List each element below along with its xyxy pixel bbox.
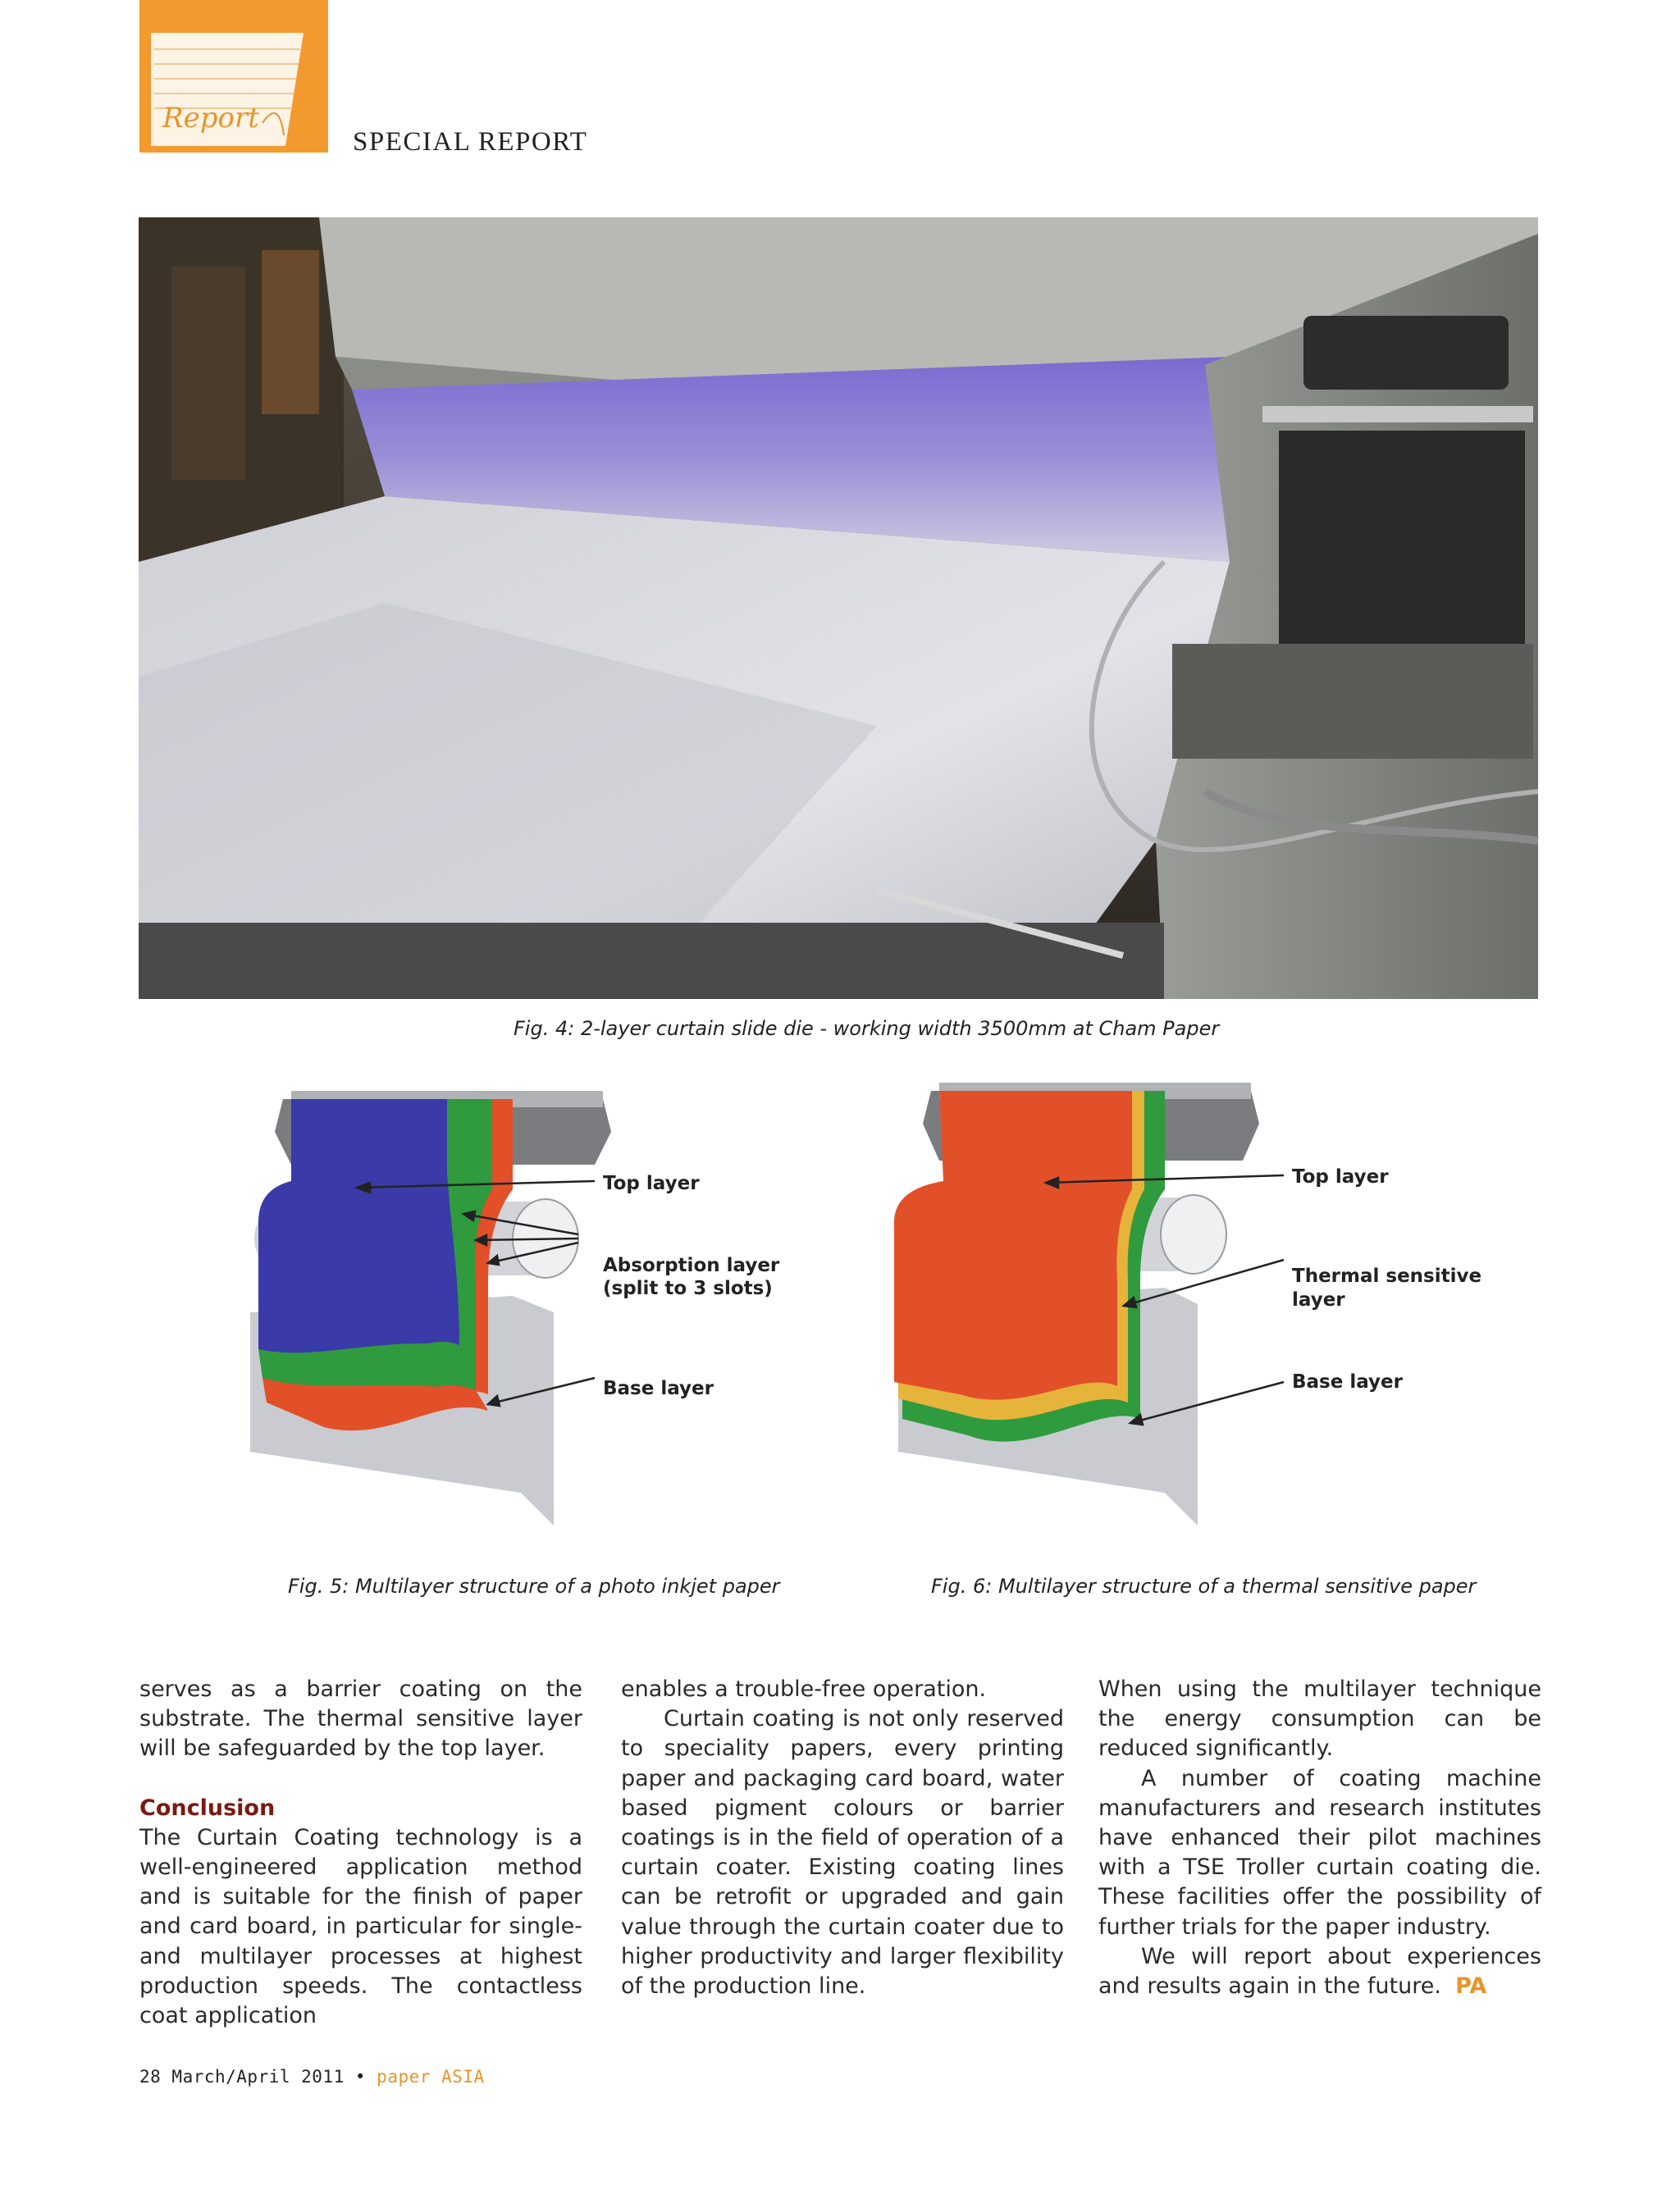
text-column-2 xyxy=(621,1675,1064,2001)
report-tab-logo xyxy=(139,0,328,153)
figure-5-diagram xyxy=(242,1066,796,1567)
figure-6-diagram xyxy=(886,1066,1482,1567)
footer-page-info: 28 March/April 2011 • xyxy=(139,2067,367,2087)
fig6-label-thermal-layer-2: layer xyxy=(1292,1289,1345,1311)
curtain-coater-photo xyxy=(139,217,1538,999)
figure-5-caption: Fig. 5: Multilayer structure of a photo inkjet paper xyxy=(288,1575,780,1598)
conclusion-heading: Conclusion xyxy=(139,1795,276,1821)
paragraph: serves as a barrier coating on the substrate. The thermal sensitive layer will be safeguarded by the top layer. xyxy=(139,1676,582,1762)
text-column-1 xyxy=(139,1675,582,2031)
closing-paragraph xyxy=(1098,1942,1541,2001)
paragraph: A number of coating machine manufacturers and research institutes have enhanced their pilot machines with a TSE Troller curtain coating die. These facilities offer the possibility of further trials for the paper industry. xyxy=(1098,1765,1541,1940)
fig5-label-top-layer: Top layer xyxy=(603,1173,700,1194)
paragraph: Curtain coating is not only reserved to speciality papers, every printing paper and packaging card board, water based pigment colours or barrier coatings is in the field of operation of a curtain coater. Existing coating lines can be retrofit or upgraded and gain value through the curtain coater due to higher productivity and larger flexibility of the production line. xyxy=(621,1706,1064,2000)
fig5-label-absorption-layer: Absorption layer xyxy=(603,1255,780,1276)
pa-signoff: PA xyxy=(1455,1973,1487,2000)
figure-6-caption: Fig. 6: Multilayer structure of a thermal sensitive paper xyxy=(931,1575,1477,1598)
figure-4-caption: Fig. 4: 2-layer curtain slide die - working width 3500mm at Cham Paper xyxy=(514,1017,1220,1040)
paragraph: The Curtain Coating technology is a well-engineered application method and is suitable for the finish of paper and card board, in particular for single- and multilayer processes at highest production speeds. The contactless coat application xyxy=(139,1824,582,2029)
fig6-label-top-layer: Top layer xyxy=(1292,1166,1389,1188)
section-title: SPECIAL REPORT xyxy=(353,127,588,157)
fig5-label-absorption-note: (split to 3 slots) xyxy=(603,1278,773,1299)
report-tab-label: Report xyxy=(162,102,259,135)
text-column-3 xyxy=(1098,1675,1541,2001)
paragraph: When using the multilayer technique the energy consumption can be reduced significantly. xyxy=(1098,1676,1541,1762)
closing-text: We will report about experiences and results again in the future. xyxy=(1098,1943,1541,2000)
fig6-label-thermal-layer: Thermal sensitive xyxy=(1292,1266,1482,1287)
paragraph: enables a trouble-free operation. xyxy=(621,1676,987,1702)
footer-brand: paper ASIA xyxy=(377,2067,485,2087)
fig6-label-base-layer: Base layer xyxy=(1292,1371,1403,1393)
fig5-label-base-layer: Base layer xyxy=(603,1378,714,1399)
page-footer xyxy=(139,2067,485,2087)
